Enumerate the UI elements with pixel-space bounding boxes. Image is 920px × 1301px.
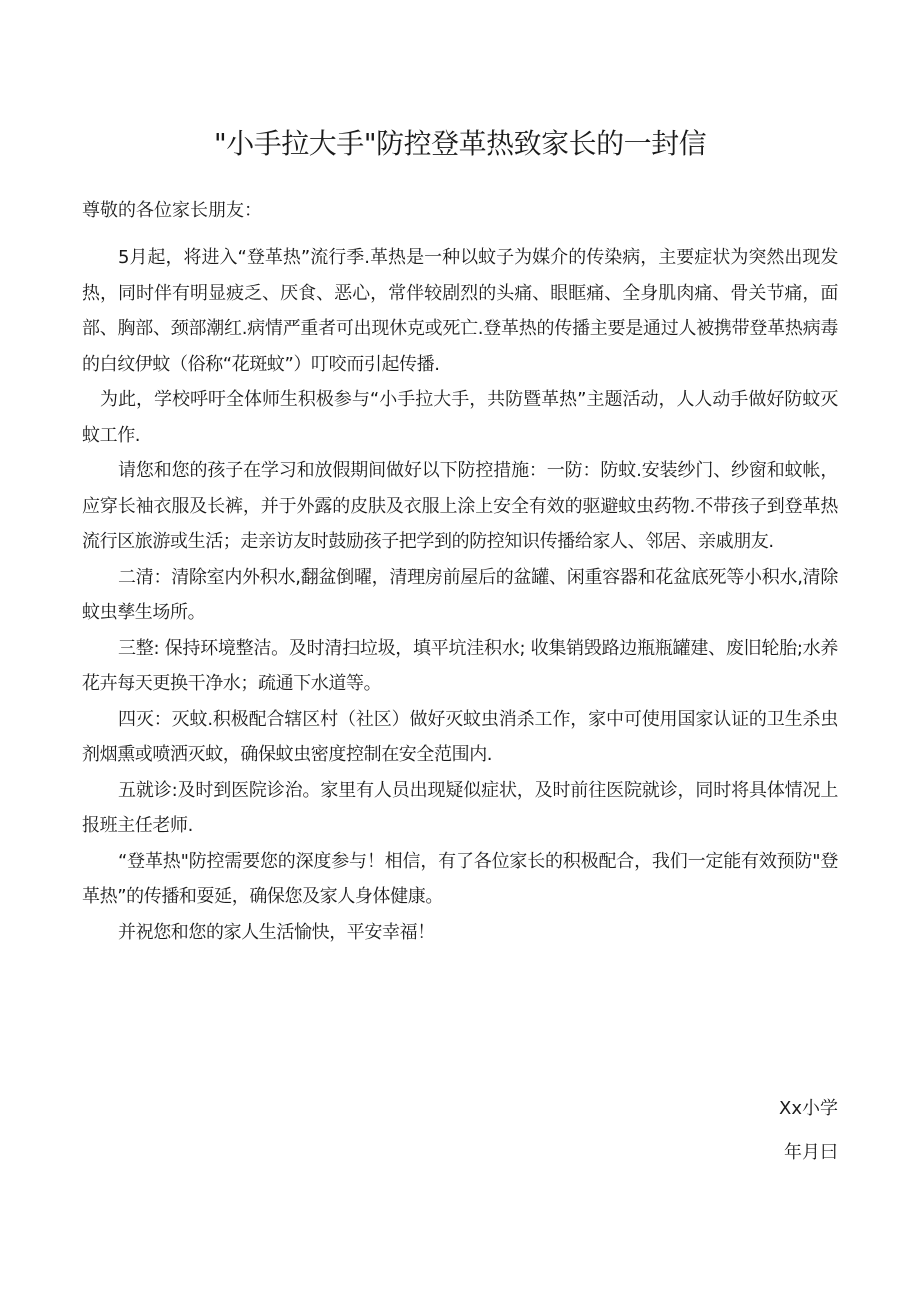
paragraph-measure-clear: 二清：清除室内外积水,翻盆倒曜，清理房前屋后的盆罐、闲重容器和花盆底死等小积水,清除蚊虫孳生场所。	[82, 566, 838, 623]
paragraph-call-to-action: 为此，学校呼吁全体师生积极参与“小手拉大手，共防暨革热”主题活动，人人动手做好防蚊灭蚊工作.	[82, 389, 838, 446]
signature-date: 年月曰	[784, 1142, 838, 1163]
greeting: 尊敬的各位家长朋友：	[82, 200, 262, 221]
letter-body	[82, 240, 838, 950]
paragraph-measure-treat: 五就诊:及时到医院诊治。家里有人员出现疑似症状，及时前往医院就诊，同时将具体情况上报班主任老师.	[82, 779, 838, 836]
signature-school: Xx小学	[779, 1098, 838, 1119]
letter-title: "小手拉大手"防控登革热致家长的一封信	[213, 127, 707, 160]
paragraph-appeal: “登革热"防控需要您的深度参与！相信，有了各位家长的积极配合，我们一定能有效预防"登革热”的传播和耍延，确保您及家人身体健康。	[82, 850, 838, 907]
paragraph-wishes: 并祝您和您的家人生活愉快，平安幸福！	[118, 921, 435, 943]
paragraph-intro: 5月起，将进入“登革热”流行季.革热是一种以蚊子为媒介的传染病，主要症状为突然出现发热，同时伴有明显疲乏、厌食、恶心，常伴较剧烈的头痛、眼眶痛、全身肌肉痛、骨关节痛，面部、胸部、颈部潮红.病情严重者可出现休克或死亡.登革热的传播主要是通过人被携带登革热病毒的白纹伊蚊（俗称“花斑蚊”）叮咬而引起传播.	[82, 247, 838, 375]
paragraph-measure-tidy: 三整: 保持环境整洁。及时清扫垃圾，填平坑洼积水; 收集销毁路边瓶瓶罐建、废旧轮胎;水养花卉每天更换干净水；疏通下水道等。	[82, 637, 838, 694]
paragraph-measure-kill: 四灭：灭蚊.积极配合辖区村（社区）做好灭蚊虫消杀工作，家中可使用国家认证的卫生杀虫剂烟熏或喷洒灭蚊，确保蚊虫密度控制在安全范围内.	[82, 708, 838, 765]
paragraph-measure-prevent: 请您和您的孩子在学习和放假期间做好以下防控措施：一防：防蚊.安装纱门、纱窗和蚊帐，应穿长袖衣服及长裤，并于外露的皮肤及衣服上涂上安全有效的驱避蚊虫药物.不带孩子到登革热流行区旅游或生活；走亲访友时鼓励孩子把学到的防控知识传播给家人、邻居、亲戚朋友.	[82, 460, 838, 552]
